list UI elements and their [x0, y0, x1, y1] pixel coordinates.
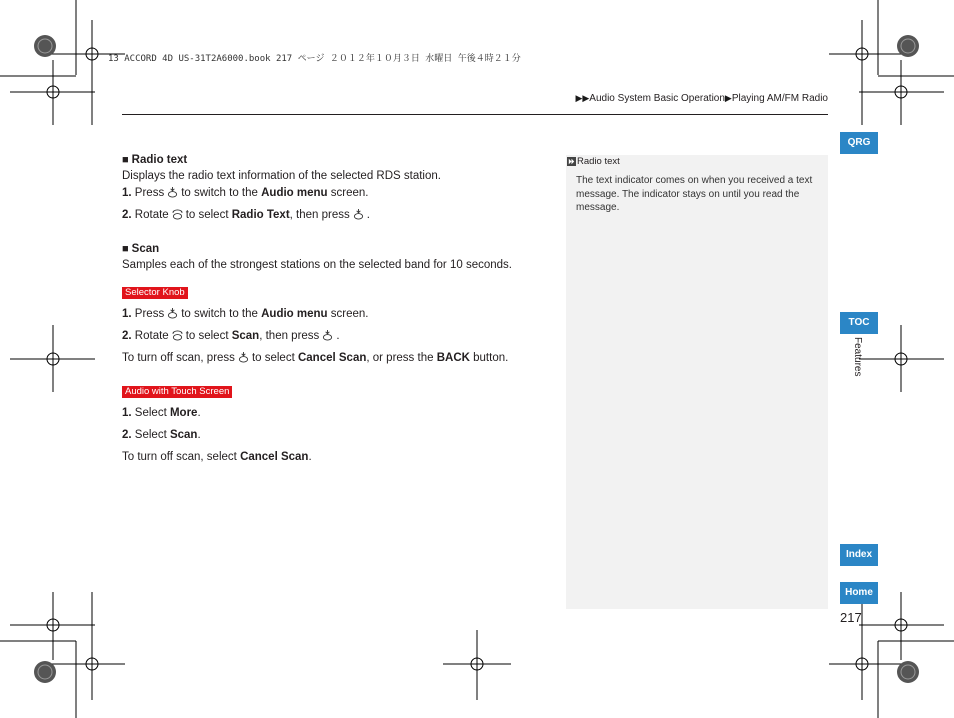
section-title-scan: ■ Scan	[122, 243, 160, 255]
breadcrumb	[575, 93, 828, 104]
tag-selector-knob: Selector Knob	[122, 287, 188, 299]
selector-knob-rotate-icon	[172, 330, 183, 341]
qrg-button[interactable]: QRG	[840, 132, 878, 154]
selector-knob-rotate-icon	[172, 209, 183, 220]
scan-step-1: 1. Press to switch to the Audio menu screen.	[122, 308, 369, 320]
selector-knob-press-icon	[322, 330, 333, 341]
breadcrumb-arrow-icon: ▶▶	[575, 93, 590, 103]
sidebar-note-body: The text indicator comes on when you received a text message. The indicator stays on until you read the message.	[576, 175, 813, 213]
header-rule	[122, 114, 828, 115]
breadcrumb-item[interactable]: Playing AM/FM Radio	[731, 93, 828, 104]
selector-knob-press-icon	[167, 308, 178, 319]
touch-off-instruction: To turn off scan, select Cancel Scan.	[122, 451, 312, 463]
sidebar-note-heading: Radio text	[567, 156, 828, 167]
section-title-radio-text: ■ Radio text	[122, 154, 188, 166]
square-bullet-icon: ■	[122, 243, 129, 255]
book-header-meta: 13 ACCORD 4D US-31T2A6000.book 217 ページ ２０１２年１０月３日 水曜日 午後４時２１分	[108, 54, 521, 64]
breadcrumb-item[interactable]: Audio System Basic Operation	[589, 93, 725, 104]
index-button[interactable]: Index	[840, 544, 878, 566]
touch-step-2: 2. Select Scan.	[122, 429, 201, 441]
sidebar-note	[566, 155, 828, 609]
tag-audio-touch-screen: Audio with Touch Screen	[122, 386, 232, 398]
selector-knob-press-icon	[167, 187, 178, 198]
section-label-features: Features	[852, 337, 863, 377]
touch-step-1: 1. Select More.	[122, 407, 201, 419]
selector-knob-press-icon	[238, 352, 249, 363]
toc-button[interactable]: TOC	[840, 312, 878, 334]
radio-text-step-1: 1. Press to switch to the Audio menu screen.	[122, 187, 369, 199]
radio-text-description: Displays the radio text information of the selected RDS station.	[122, 170, 441, 182]
scan-description: Samples each of the strongest stations on the selected band for 10 seconds.	[122, 259, 512, 271]
breadcrumb-arrow-icon: ▶	[724, 93, 732, 103]
radio-text-step-2: 2. Rotate to select Radio Text, then press .	[122, 209, 370, 221]
selector-knob-press-icon	[353, 209, 364, 220]
double-arrow-icon	[567, 157, 576, 166]
home-button[interactable]: Home	[840, 582, 878, 604]
scan-off-instruction: To turn off scan, press to select Cancel Scan, or press the BACK button.	[122, 352, 509, 364]
page-number: 217	[840, 610, 862, 625]
main-content	[122, 152, 542, 471]
scan-step-2: 2. Rotate to select Scan, then press .	[122, 330, 340, 342]
square-bullet-icon: ■	[122, 154, 129, 166]
